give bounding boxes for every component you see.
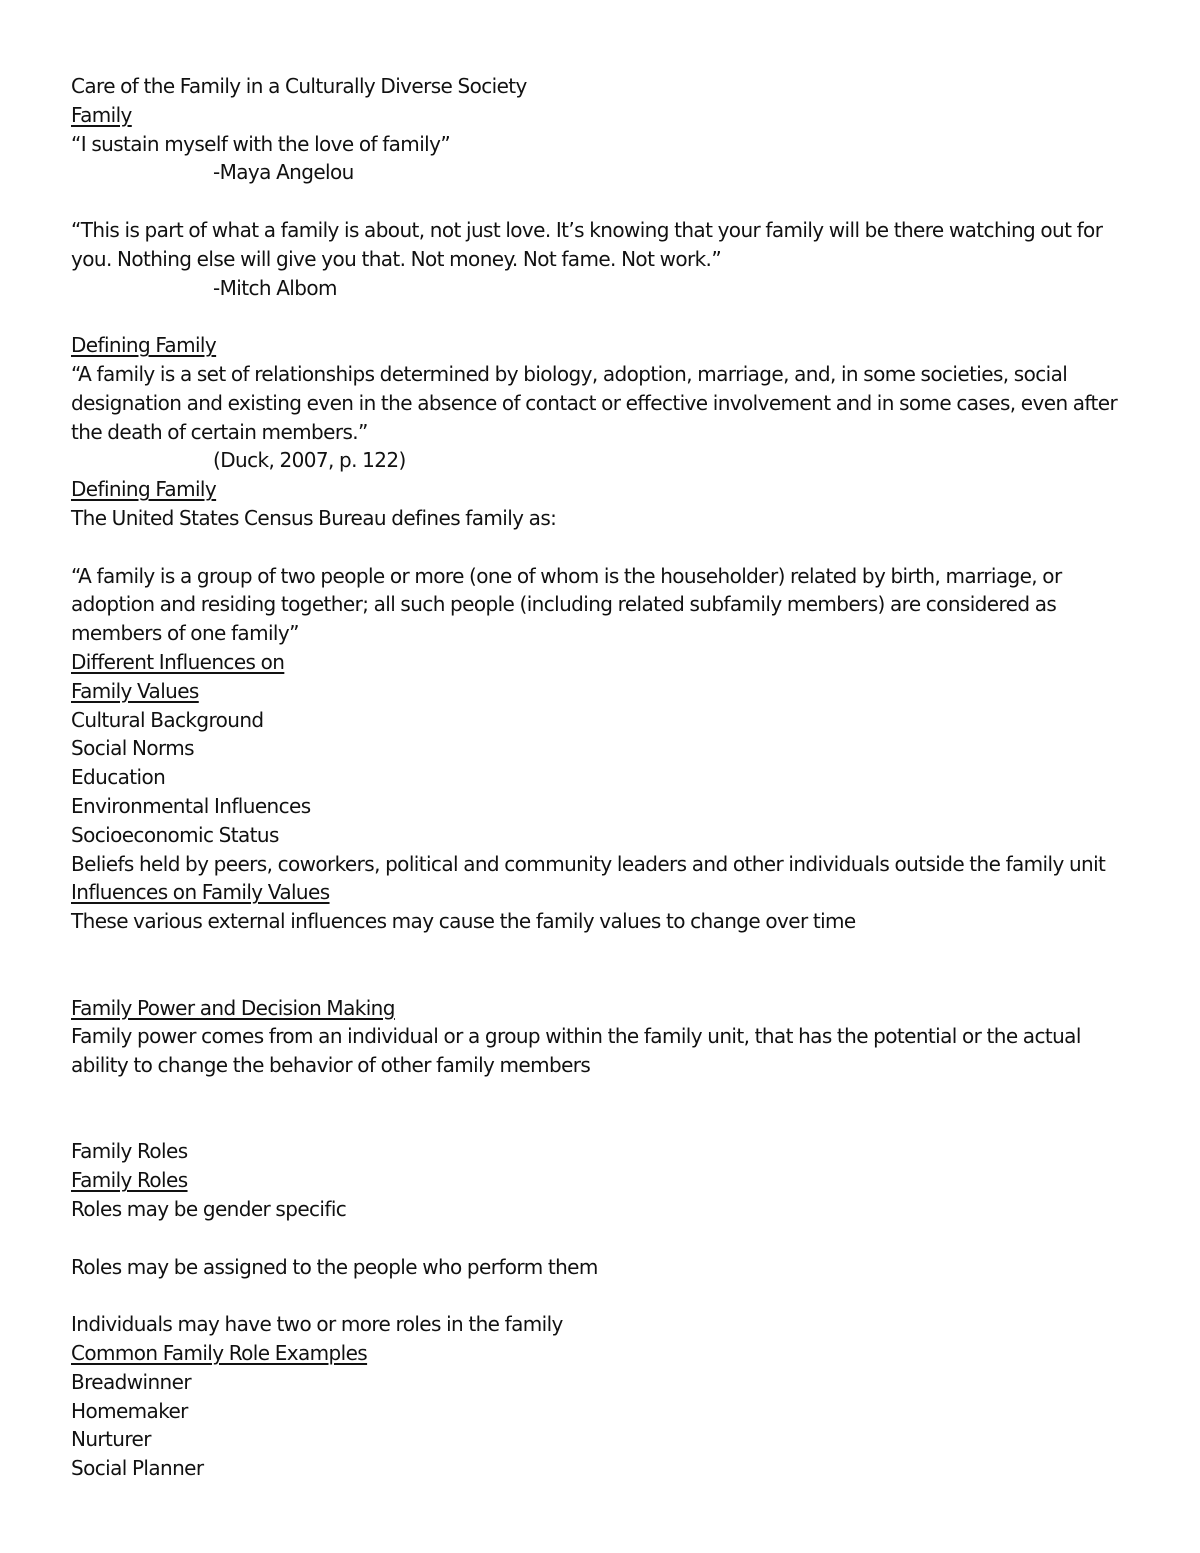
list-item-role-example: Homemaker (71, 1398, 188, 1423)
spacer (71, 187, 1141, 216)
section-heading-influences-line2: Family Values (71, 678, 199, 703)
list-item-role-example: Nurturer (71, 1427, 151, 1452)
list-item-influence: Socioeconomic Status (71, 822, 279, 847)
spacer (71, 1109, 1141, 1138)
role-point: Roles may be assigned to the people who perform them (71, 1254, 598, 1279)
citation-duck: (Duck, 2007, p. 122) (213, 448, 406, 473)
spacer (71, 1281, 1141, 1310)
census-intro: The United States Census Bureau defines family as: (71, 505, 557, 530)
document-title: Care of the Family in a Culturally Diverse Society (71, 74, 527, 98)
section-heading-common-role-examples: Common Family Role Examples (71, 1341, 368, 1366)
list-item-influence: Beliefs held by peers, coworkers, political and community leaders and other individuals outside the family unit (71, 851, 1106, 876)
spacer (71, 533, 1141, 562)
section-heading-defining-family-2: Defining Family (71, 477, 217, 502)
family-roles-title: Family Roles (71, 1139, 188, 1164)
section-heading-family-roles: Family Roles (71, 1168, 188, 1193)
spacer (71, 302, 1141, 331)
list-item-influence: Social Norms (71, 736, 194, 761)
section-heading-family-power: Family Power and Decision Making (71, 995, 395, 1020)
section-heading-family: Family (71, 102, 132, 127)
spacer (71, 965, 1141, 994)
census-definition: “A family is a group of two people or more (one of whom is the householder) related by birth, marriage, or adoption and residing together; all such people (including related subfamily members) are considered as members of one family” (71, 563, 1062, 646)
quote-author-maya-angelou: -Maya Angelou (213, 160, 354, 185)
role-point: Roles may be gender specific (71, 1197, 347, 1222)
list-item-influence: Cultural Background (71, 707, 264, 732)
role-point: Individuals may have two or more roles in the family (71, 1312, 563, 1337)
section-heading-defining-family: Defining Family (71, 333, 217, 358)
document-page (71, 72, 1141, 1483)
quote-maya-angelou: “I sustain myself with the love of family” (71, 131, 451, 156)
definition-duck: “A family is a set of relationships determined by biology, adoption, marriage, and, in some societies, social designation and existing even in the absence of contact or effective involvement and in some cases, even after the death of certain members.” (71, 361, 1118, 444)
family-power-text: Family power comes from an individual or a group within the family unit, that has the potential or the actual ability to change the behavior of other family members (71, 1024, 1081, 1078)
list-item-role-example: Social Planner (71, 1456, 204, 1481)
list-item-influence: Education (71, 765, 166, 790)
spacer (71, 1224, 1141, 1253)
spacer (71, 1080, 1141, 1109)
section-heading-influences-line1: Different Influences on (71, 649, 285, 674)
section-heading-influences-on-family-values: Influences on Family Values (71, 880, 330, 905)
influences-text: These various external influences may cause the family values to change over time (71, 909, 856, 934)
list-item-role-example: Breadwinner (71, 1369, 191, 1394)
spacer (71, 936, 1141, 965)
quote-mitch-albom: “This is part of what a family is about, not just love. It’s knowing that your family will be there watching out for you. Nothing else will give you that. Not money. Not fame. Not work.” (71, 217, 1103, 271)
quote-author-mitch-albom: -Mitch Albom (213, 275, 337, 300)
list-item-influence: Environmental Influences (71, 793, 311, 818)
